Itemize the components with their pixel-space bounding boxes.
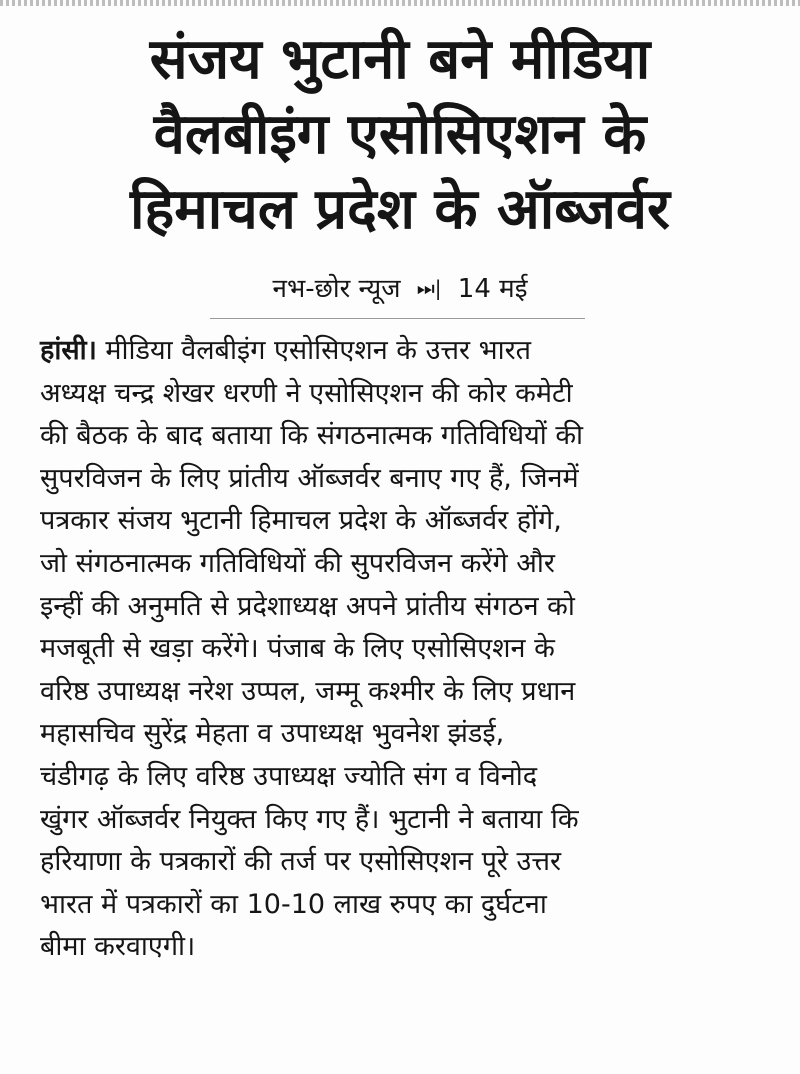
article-body <box>40 330 770 969</box>
article-line-1-text: मीडिया वैलबीइंग एसोसिएशन के उत्तर भारत <box>96 335 532 366</box>
byline <box>200 268 600 309</box>
fast-forward-icon: ⏭| <box>416 276 442 300</box>
article-line: बीमा करवाएगी। <box>40 931 196 963</box>
article-line: जो संगठनात्मक गतिविधियों की सुपरविजन करेंगे और <box>40 547 555 579</box>
article-line: खुंगर ऑब्जर्वर नियुक्त किए गए हैं। भुटानी ने बताया कि <box>40 803 579 835</box>
headline-line-1: संजय भुटानी बने मीडिया <box>149 27 651 92</box>
byline-source: नभ-छोर न्यूज <box>272 274 401 304</box>
article-line: भारत में पत्रकारों का 10-10 लाख रुपए का दुर्घटना <box>40 888 547 920</box>
article-line: वरिष्ठ उपाध्यक्ष नरेश उप्पल, जम्मू कश्मीर के लिए प्रधान <box>40 675 576 707</box>
article-line: इन्हीं की अनुमति से प्रदेशाध्यक्ष अपने प्रांतीय संगठन को <box>40 590 575 622</box>
article-line <box>40 330 770 373</box>
top-dotted-rule <box>0 0 800 6</box>
article-line: चंडीगढ़ के लिए वरिष्ठ उपाध्यक्ष ज्योति संग व विनोद <box>40 760 538 792</box>
article-line: महासचिव सुरेंद्र मेहता व उपाध्यक्ष भुवनेश झंडई, <box>40 718 505 750</box>
headline <box>20 22 780 247</box>
article-line: सुपरविजन के लिए प्रांतीय ऑब्जर्वर बनाए गए हैं, जिनमें <box>40 462 579 494</box>
byline-underline <box>210 318 585 319</box>
dateline: हांसी। <box>40 335 97 366</box>
headline-line-3: हिमाचल प्रदेश के ऑब्जर्वर <box>130 177 670 242</box>
article-line: मजबूती से खड़ा करेंगे। पंजाब के लिए एसोसिएशन के <box>40 633 555 665</box>
article-line: पत्रकार संजय भुटानी हिमाचल प्रदेश के ऑब्जर्वर होंगे, <box>40 505 562 537</box>
byline-date: 14 मई <box>457 274 528 304</box>
headline-line-2: वैलबीइंग एसोसिएशन के <box>153 102 647 167</box>
article-line: हरियाणा के पत्रकारों की तर्ज पर एसोसिएशन पूरे उत्तर <box>40 846 562 878</box>
article-line: अध्यक्ष चन्द्र शेखर धरणी ने एसोसिएशन की कोर कमेटी <box>40 377 573 409</box>
article-line: की बैठक के बाद बताया कि संगठनात्मक गतिविधियों की <box>40 420 584 452</box>
